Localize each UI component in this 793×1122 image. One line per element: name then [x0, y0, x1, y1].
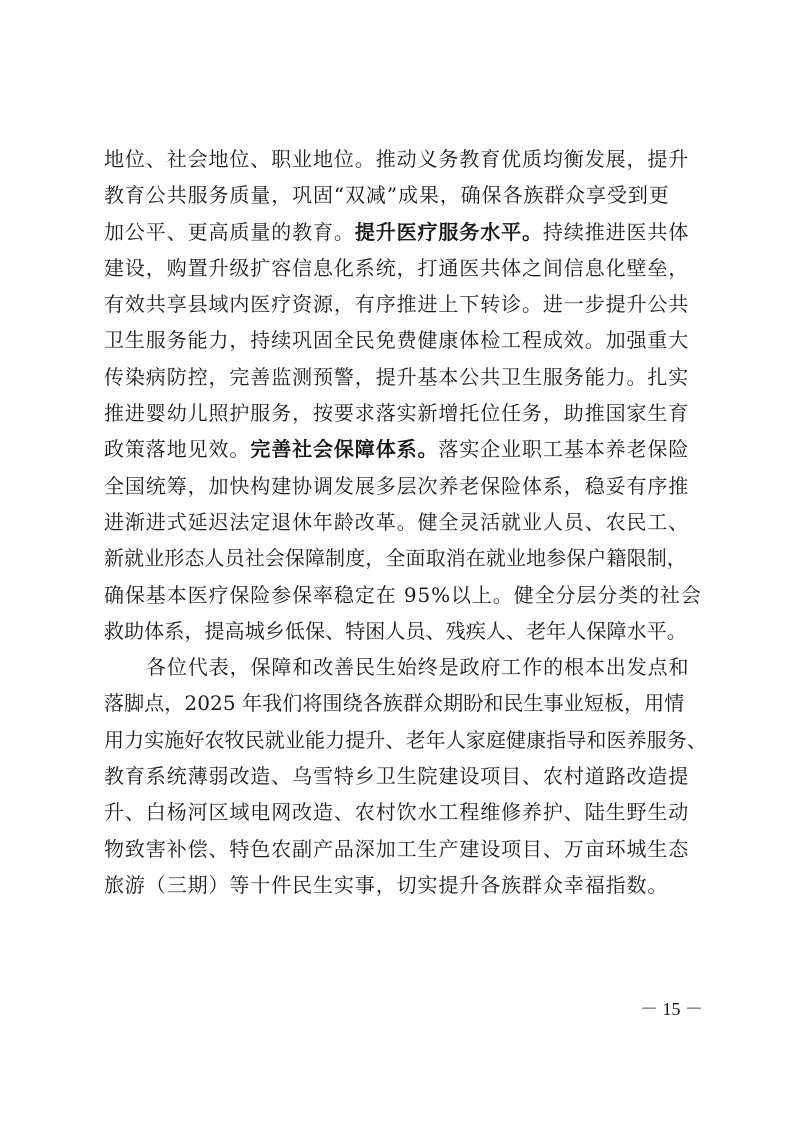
text-run: 落实企业职工基本养老保险	[438, 437, 690, 462]
text-run: 物致害补偿、特色农副产品深加工生产建设项目、万亩环城生态	[104, 836, 690, 861]
text-line	[104, 831, 704, 867]
text-line	[104, 141, 704, 177]
text-run: 教育公共服务质量，巩固“双减”成果，确保各族群众享受到更	[104, 183, 670, 208]
text-run: 用力实施好农牧民就业能力提升、老年人家庭健康指导和医养服务、	[104, 727, 707, 752]
text-line	[104, 613, 704, 649]
text-line	[104, 250, 704, 286]
text-run: 推进婴幼儿照护服务，按要求落实新增托位任务，助推国家生育	[104, 401, 690, 426]
text-line	[104, 468, 704, 504]
text-line	[104, 395, 704, 431]
text-run: 传染病防控，完善监测预警，提升基本公共卫生服务能力。扎实	[104, 364, 690, 389]
text-run: 升、白杨河区域电网改造、农村饮水工程维修养护、陆生野生动	[104, 800, 690, 825]
text-line	[104, 214, 704, 250]
text-run: 持续推进医共体	[542, 219, 690, 244]
text-run: 进渐进式延迟法定退休年龄改革。健全灵活就业人员、农民工、	[104, 509, 690, 534]
text-line	[104, 577, 704, 613]
body-text	[104, 141, 707, 903]
text-run: 卫生服务能力，持续巩固全民免费健康体检工程成效。加强重大	[104, 328, 690, 353]
text-line	[104, 286, 704, 322]
text-run: 教育系统薄弱改造、乌雪特乡卫生院建设项目、农村道路改造提	[104, 764, 690, 789]
text-run: 建设，购置升级扩容信息化系统，打通医共体之间信息化壁垒，	[104, 255, 690, 280]
text-run: 各位代表，保障和改善民生始终是政府工作的根本出发点和	[146, 655, 690, 680]
text-line	[104, 431, 704, 467]
text-run: 加公平、更高质量的教育。	[104, 219, 355, 244]
text-line	[104, 504, 704, 540]
text-run: 全国统筹，加快构建协调发展多层次养老保险体系，稳妥有序推	[104, 473, 690, 498]
paragraph-start-line	[104, 649, 704, 685]
text-line	[104, 359, 704, 395]
text-run: 确保基本医疗保险参保率稳定在 95%以上。健全分层分类的社会	[104, 582, 702, 607]
text-run: 有效共享县域内医疗资源，有序推进上下转诊。进一步提升公共	[104, 292, 690, 317]
text-run: 地位、社会地位、职业地位。推动义务教育优质均衡发展，提升	[104, 147, 690, 171]
text-line	[104, 540, 704, 576]
section-heading-medical: 提升医疗服务水平。	[354, 219, 543, 244]
text-line	[104, 685, 704, 721]
page-number: － 15 －	[640, 999, 703, 1019]
text-run: 落脚点，2025 年我们将围绕各族群众期盼和民生事业短板，用情	[104, 691, 685, 716]
text-run: 新就业形态人员社会保障制度，全面取消在就业地参保户籍限制，	[104, 546, 687, 571]
text-run: 旅游（三期）等十件民生实事，切实提升各族群众幸福指数。	[104, 872, 669, 897]
text-line	[104, 758, 704, 794]
section-heading-social-security: 完善社会保障体系。	[250, 437, 439, 462]
text-line	[104, 722, 707, 758]
text-run: 救助体系，提高城乡低保、特困人员、残疾人、老年人保障水平。	[104, 618, 687, 643]
text-line	[104, 867, 704, 903]
text-line	[104, 794, 704, 830]
text-line	[104, 177, 704, 213]
text-line	[104, 322, 704, 358]
text-run: 政策落地见效。	[104, 437, 251, 462]
